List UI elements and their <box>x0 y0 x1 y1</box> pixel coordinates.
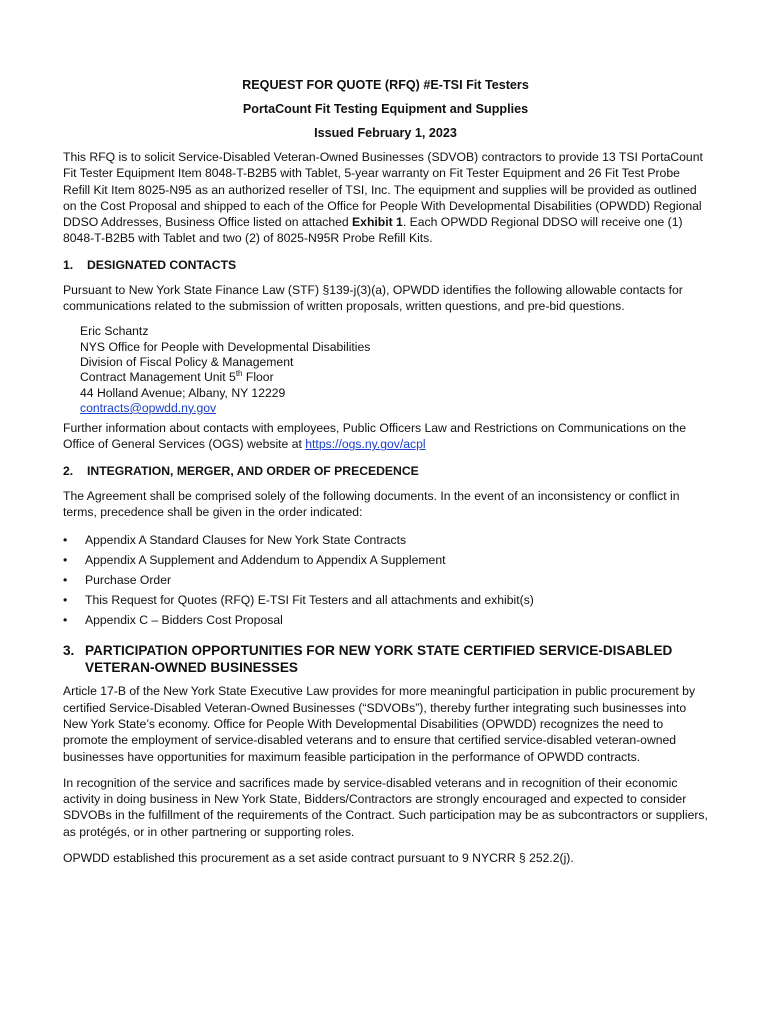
contact-address: 44 Holland Avenue; Albany, NY 12229 <box>80 385 286 400</box>
contact-email-link[interactable]: contracts@opwdd.ny.gov <box>80 400 217 415</box>
contact-unit: Contract Management Unit 5th Floor <box>80 369 274 385</box>
section-3-paragraph-2: In recognition of the service and sacrifices made by service-disabled veterans and in recognition of their economic activity in doing business in New York State, Bidders/Contractors are strongly encouraged and expected to consider SDVOBs in the fulfillment of the requirements of the Contract. Such participation may be as subcontractors or suppliers, as protégés, or in other partnering or supporting roles. <box>63 775 708 839</box>
section-1-heading: 1. DESIGNATED CONTACTS <box>63 257 237 272</box>
precedence-list <box>63 530 708 630</box>
contact-organization: NYS Office for People with Developmental Disabilities <box>80 339 371 354</box>
list-item: • Appendix A Supplement and Addendum to Appendix A Supplement <box>63 553 446 568</box>
section-3-paragraph-3: OPWDD established this procurement as a set aside contract pursuant to 9 NYCRR § 252.2(j). <box>63 851 574 866</box>
section-2-paragraph: The Agreement shall be comprised solely of the following documents. In the event of an inconsistency or conflict in terms, precedence shall be given in the order indicated: <box>63 488 680 520</box>
section-2-heading: 2. INTEGRATION, MERGER, AND ORDER OF PRECEDENCE <box>63 463 419 478</box>
issue-date: Issued February 1, 2023 <box>314 126 457 140</box>
exhibit-reference: Exhibit 1 <box>352 215 403 230</box>
further-info-paragraph: Further information about contacts with employees, Public Officers Law and Restrictions on Communications on the Office of General Services (OGS) website at https://ogs.ny.gov/acpl <box>63 421 686 452</box>
list-item: • This Request for Quotes (RFQ) E-TSI Fit Testers and all attachments and exhibit(s) <box>63 593 534 608</box>
contact-division: Division of Fiscal Policy & Management <box>80 354 294 369</box>
section-3-paragraph-1: Article 17-B of the New York State Executive Law provides for more meaningful participation in public procurement by certified Service-Disabled Veteran-Owned Businesses (“SDVOBs”), thereby further integrating such businesses into New York State’s economy. Office for People With Developmental Disabilities (OPWDD) recognizes the need to promote the employment of service-disabled veterans and to ensure that certified service-disabled veteran-owned businesses have opportunities for maximum feasible participation in the performance of OPWDD contracts. <box>63 684 696 764</box>
list-item: • Purchase Order <box>63 573 172 588</box>
section-3-heading: 3. PARTICIPATION OPPORTUNITIES FOR NEW YORK STATE CERTIFIED SERVICE-DISABLED VETERAN-OWNED BUSINESSES <box>63 643 673 676</box>
ogs-website-link[interactable]: https://ogs.ny.gov/acpl <box>305 437 426 452</box>
list-item: • Appendix C – Bidders Cost Proposal <box>63 613 283 628</box>
contact-name: Eric Schantz <box>80 324 149 339</box>
document-subtitle: PortaCount Fit Testing Equipment and Supplies <box>242 102 529 116</box>
list-item: • Appendix A Standard Clauses for New York State Contracts <box>63 533 407 548</box>
section-1-paragraph: Pursuant to New York State Finance Law (STF) §139-j(3)(a), OPWDD identifies the following allowable contacts for communications related to the submission of written proposals, written questions, and pre-bid questions. <box>63 282 683 314</box>
intro-paragraph: This RFQ is to solicit Service-Disabled Veteran-Owned Businesses (SDVOB) contractors to provide 13 TSI PortaCount Fit Tester Equipment Item 8048-T-B2B5 with Tablet, 5-year warranty on Fit Tester Equipment and 26 Fit Test Probe Refill Kit Item 8025-N95 as an authorized reseller of TSI, Inc. The equipment and supplies will be provided as outlined on the Cost Proposal and shipped to each of the Office for People With Developmental Disabilities (OPWDD) Regional DDSO Addresses, Business Office listed on attached Exhibit 1. Each OPWDD Regional DDSO will receive one (1) 8048-T-B2B5 with Tablet and two (2) of 8025-N95R Probe Refill Kits. <box>63 150 703 246</box>
document-title: REQUEST FOR QUOTE (RFQ) #E-TSI Fit Testers <box>242 78 529 92</box>
contact-block <box>80 324 708 416</box>
